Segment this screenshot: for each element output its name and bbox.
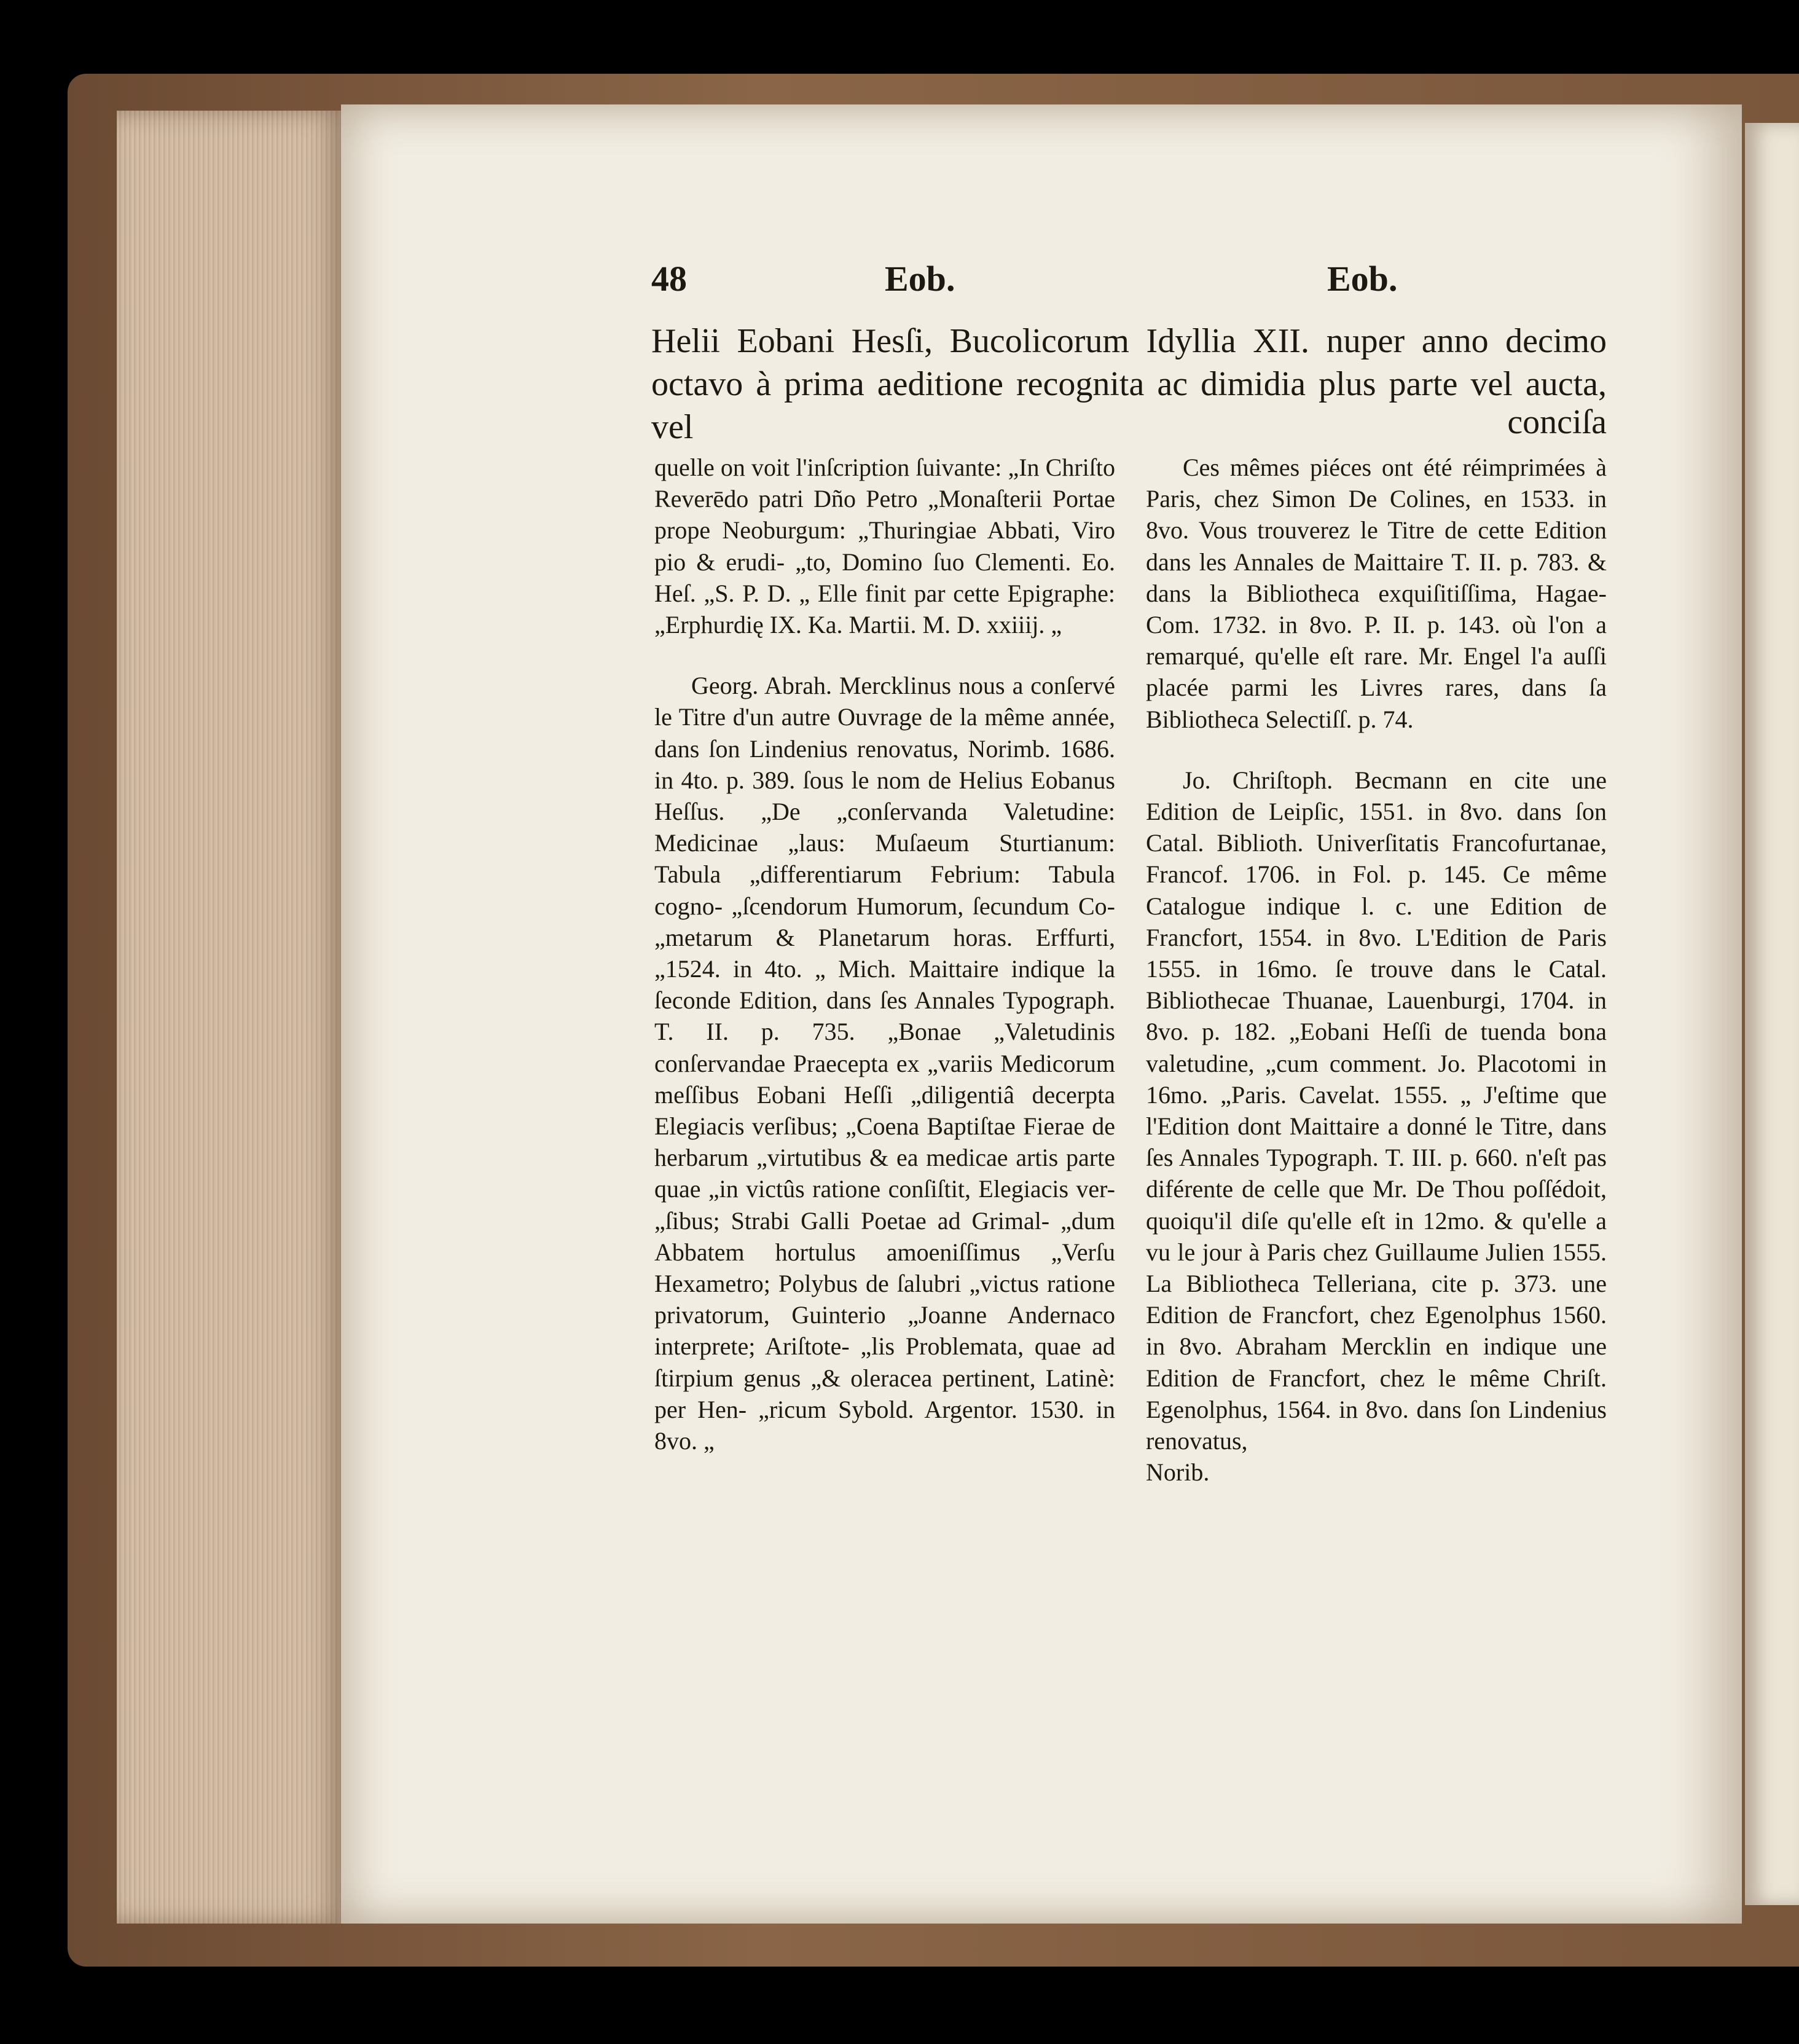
running-head-right: Eob. [1327,259,1398,299]
page-edges [117,111,344,1924]
left-column [654,452,1115,1456]
left-paragraph-2: Georg. Abrah. Mercklinus nous a conſervé le Titre d'un autre Ouvrage de la même année, dans ſon Lindenius renovatus, Norimb. 1686. in 4to. p. 389. ſous le nom de Helius Eobanus Heſſus. „De „conſervanda Valetudine: Medicinae „laus: Muſaeum Sturtianum: Tabula „differentiarum Febrium: Tabula cogno- „ſcendorum Humorum, ſecundum Co- „metarum & Planetarum horas. Erffurti, „1524. in 4to. „ Mich. Maittaire indique la ſeconde Edition, dans ſes Annales Typograph. T. II. p. 735. „Bonae „Valetudinis conſervandae Praecepta ex „variis Medicorum meſſibus Eobani Heſſi „diligentiâ decerpta Elegiacis verſibus; „Coena Baptiſtae Fierae de herbarum „virtutibus & ea medicae artis parte quae „in victûs ratione conſiſtit, Elegiacis ver- „ſibus; Strabi Galli Poetae ad Grimal- „dum Abbatem hortulus amoeniſſimus „Verſu Hexametro; Polybus de ſalubri „victus ratione privatorum, Guinterio „Joanne Andernaco interprete; Ariſtote- „lis Problemata, quae ad ſtirpium genus „& oleracea pertinent, Latinè: per Hen- „ricum Sybold. Argentor. 1530. in 8vo. „ [654,672,1115,1455]
entry-title-line-1: Helii Eobani Hesſi, Bucolicorum Idyllia XII. nuper anno decimo [651,322,1607,360]
catchword: Norib. [1146,1458,1210,1487]
entry-title-line-2: octavo à prima aeditione recognita ac dimidia plus parte vel aucta, vel [651,365,1607,446]
entry-title-line-3: conciſa [1507,403,1607,441]
right-paragraph-2: Jo. Chriſtoph. Becmann en cite une Edition de Leipſic, 1551. in 8vo. dans ſon Catal. Biblioth. Univerſitatis Francofurtanae, Francof. 1706. in Fol. p. 145. Ce même Catalogue indique l. c. une Edition de Francfort, 1554. in 8vo. L'Edition de Paris 1555. in 16mo. ſe trouve dans le Catal. Bibliothecae Thuanae, Lauenburgi, 1704. in 8vo. p. 182. „Eobani Heſſi de tuenda bona valetudine, „cum comment. Jo. Placotomi in 16mo. „Paris. Cavelat. 1555. „ J'eſtime que l'Edition dont Maittaire a donné le Titre, dans ſes Annales Typograph. T. III. p. 660. n'eſt pas diférente de celle que Mr. De Thou poſſédoit, quoiqu'il diſe qu'elle eſt in 12mo. & qu'elle a vu le jour à Paris chez Guillaume Julien 1555. La Bibliotheca Telleriana, cite p. 373. une Edition de Francfort, chez Egenolphus 1560. in 8vo. Abraham Mercklin en indique une Edition de Francfort, chez le même Chriſt. Egenolphus, 1564. in 8vo. dans ſon Lindenius renovatus, [1146,766,1607,1455]
facing-page-edge [1745,123,1799,1905]
right-column [1146,452,1607,1488]
left-paragraph-1: quelle on voit l'inſcription ſuivante: „In Chriſto Reverēdo patri Dño Petro „Monaſterii Portae prope Neoburgum: „Thuringiae Abbati, Viro pio & erudi- „to, Domino ſuo Clementi. Eo. Heſ. „S. P. D. „ Elle finit par cette Epigraphe: „Erphurdię IX. Ka. Martii. M. D. xxiiij. „ [654,454,1115,639]
running-head-left: Eob. [885,259,955,299]
page-number: 48 [651,259,687,299]
right-paragraph-1: Ces mêmes piéces ont été réimprimées à Paris, chez Simon De Colines, en 1533. in 8vo. Vous trouverez le Titre de cette Edition dans les Annales de Maittaire T. II. p. 783. & dans la Bibliotheca exquiſitiſſima, Hagae-Com. 1732. in 8vo. P. II. p. 143. où l'on a remarqué, qu'elle eſt rare. Mr. Engel l'a auſſi placée parmi les Livres rares, dans ſa Bibliotheca Selectiſſ. p. 74. [1146,454,1607,733]
